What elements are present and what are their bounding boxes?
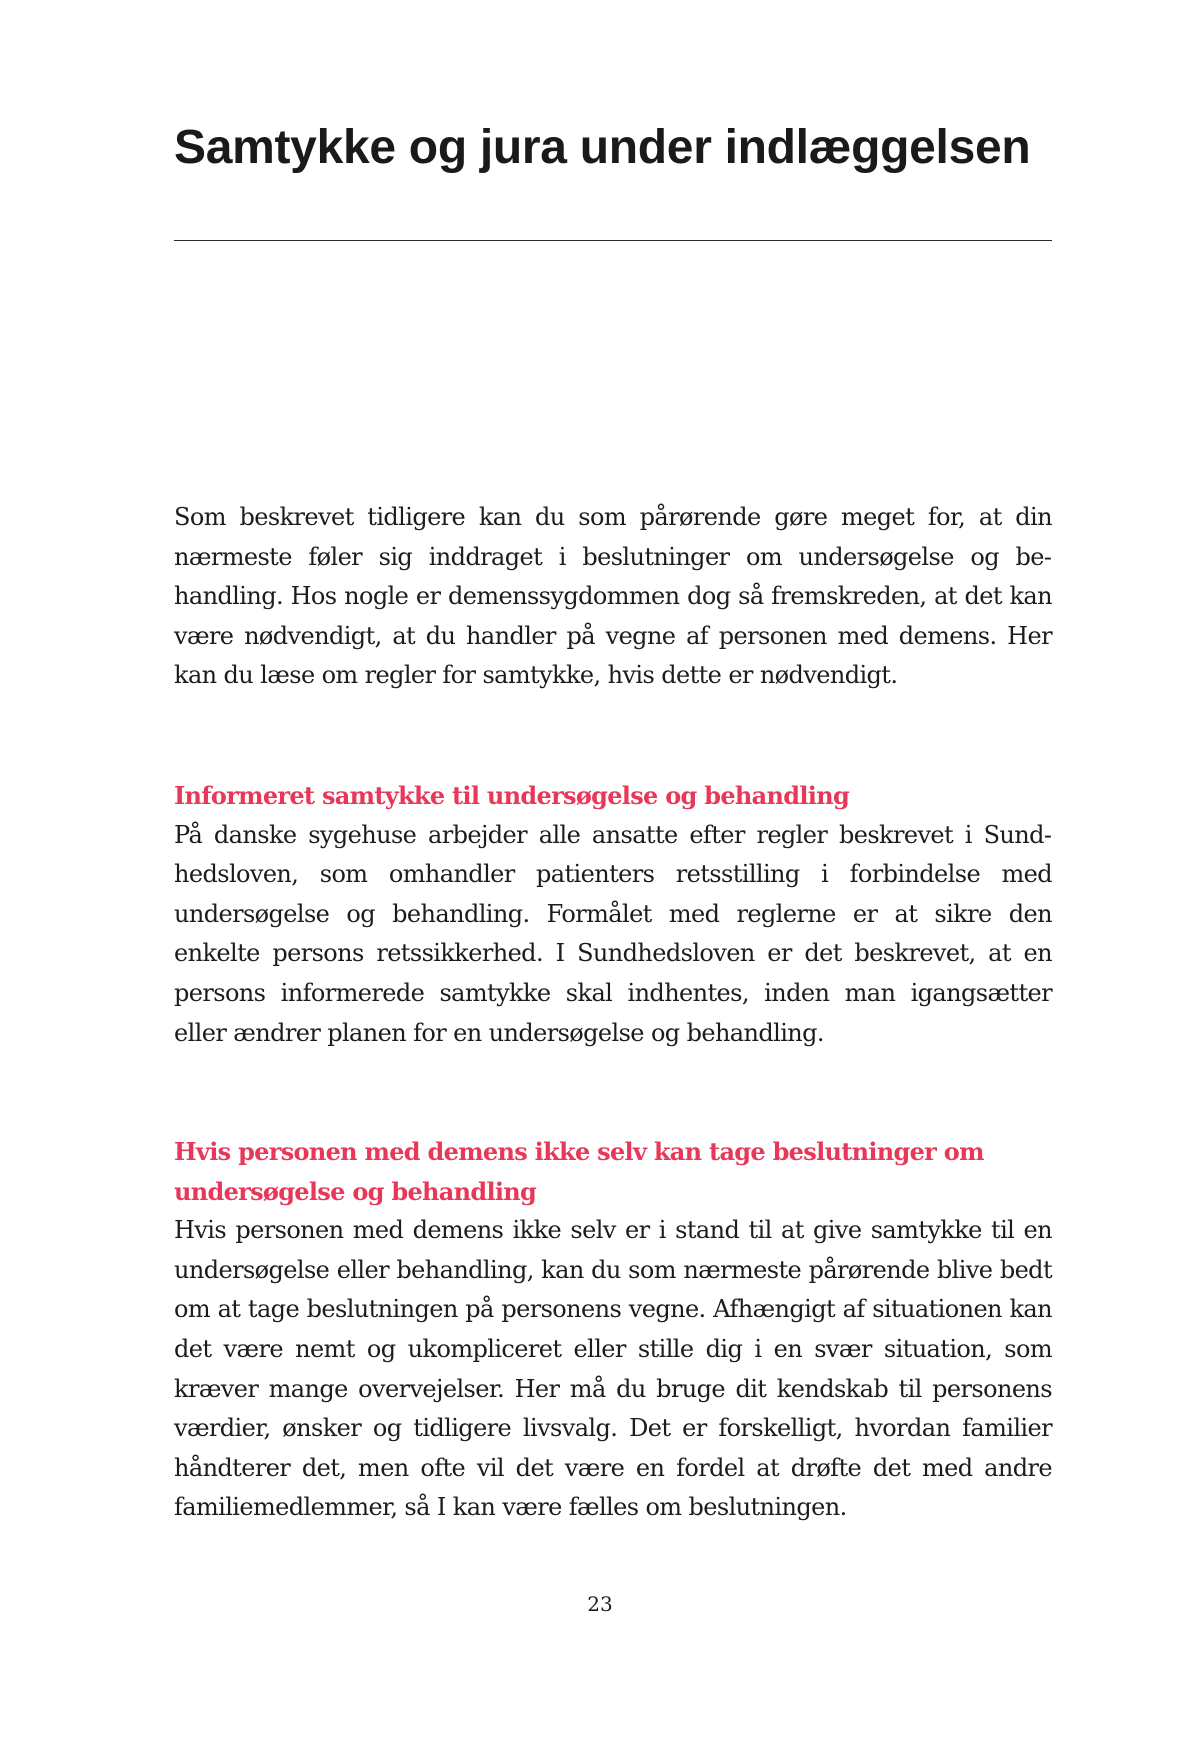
section-paragraph: Hvis personen med demens ikke selv er i stand til at give samtykke til en undersøgelse eller behandling, kan du som nærmeste pårørende blive bedt om at tage beslutningen på personens vegne. Afhængigt af situationen kan det være nemt og ukompliceret eller stille dig i en svær situation, som kræver mange overvejelser. Her må du bruge dit kendskab til personens værdier, ønsker og tidligere livsvalg. Det er forskelligt, hvordan familier håndterer det, men ofte vil det være en fordel at drøfte det med andre familiemedlemmer, så I kan være fælles om beslutningen. — [174, 1216, 1052, 1522]
title-divider — [174, 240, 1052, 241]
section-informed-consent — [174, 776, 1052, 1053]
page-title: Samtykke og jura under indlæggelsen — [174, 121, 1031, 174]
section-paragraph: På danske sygehuse arbejder alle ansatte efter regler beskrevet i Sundhedsloven, som omhandler patienters retsstilling i forbindelse med undersøgelse og behandling. Formålet med reglerne er at sikre den enkelte persons retssikkerhed. I Sundhedsloven er det beskrevet, at en persons informerede samtykke skal indhentes, inden man igangsætter eller ændrer planen for en undersøgelse og behandling. — [174, 820, 1052, 1047]
intro-paragraph: Som beskrevet tidligere kan du som pårørende gøre meget for, at din nærmeste føler sig inddraget i beslutninger om undersøgelse og behandling. Hos nogle er demenssygdommen dog så fremskreden, at det kan være nødvendigt, at du handler på vegne af personen med demens. Her kan du læse om regler for samtykke, hvis dette er nødvendigt. — [174, 503, 1052, 690]
section-heading: Hvis personen med demens ikke selv kan tage beslutninger om undersøgelse og behandling — [174, 1137, 984, 1206]
page-number: 23 — [587, 1592, 613, 1616]
section-heading: Informeret samtykke til undersøgelse og behandling — [174, 781, 850, 810]
section-proxy-decisions — [174, 1132, 1052, 1528]
